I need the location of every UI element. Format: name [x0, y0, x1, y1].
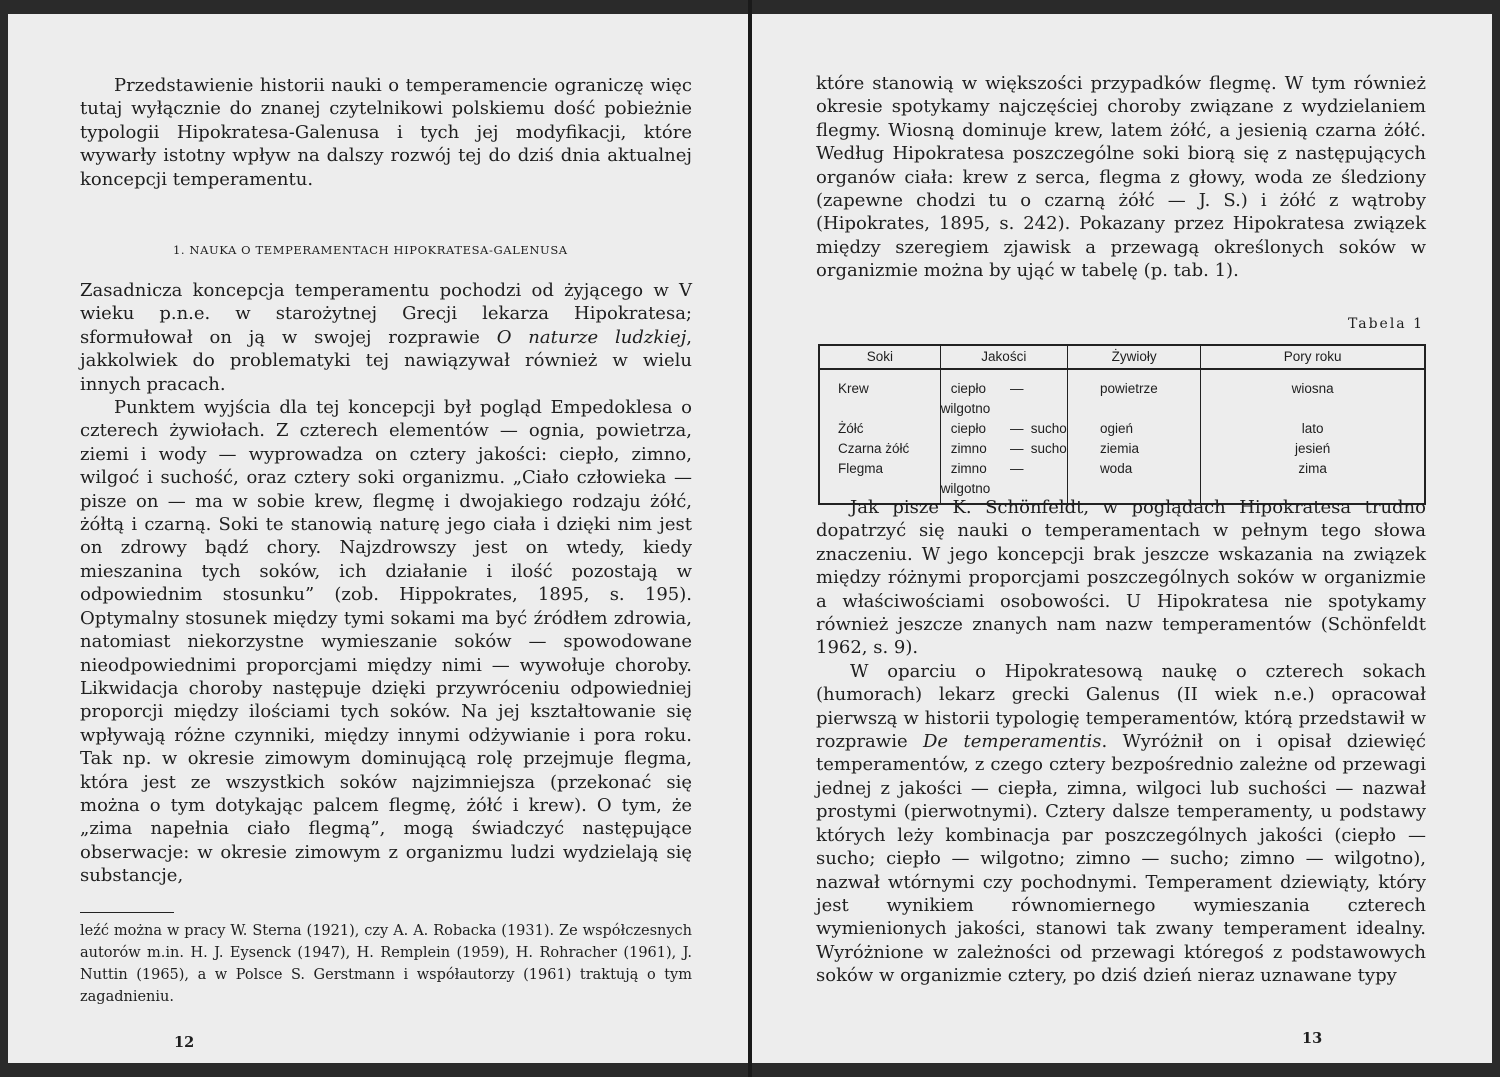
- cell-soki: Krew: [819, 369, 940, 419]
- table-caption: Tabela 1: [1347, 316, 1424, 332]
- intro-paragraph: Przedstawienie historii nauki o temperamencie ograniczę więc tutaj wyłącznie do znanej czytelnikowi polskiemu dość pobieżnie typologii Hipokratesa-Galenusa i tych jej modyfikacji, które wywarły istotny wpływ na dalszy rozwój tej do dziś dnia aktualnej koncepcji temperamentu.: [80, 75, 692, 190]
- quality-dash: —: [1009, 381, 1024, 396]
- table-row: [819, 419, 1425, 439]
- humors-table: [818, 344, 1426, 505]
- work-title-de-temperamentis: De temperamentis: [923, 731, 1102, 753]
- cell-soki: Żółć: [819, 419, 940, 439]
- quality-1: ciepło: [950, 421, 986, 436]
- cell-pora-roku: zima: [1201, 459, 1425, 504]
- paragraph-schonfeldt: Jak pisze K. Schönfeldt, w poglądach Hipokratesa trudno dopatrzyć się nauki o temperamentach w pełnym tego słowa znaczeniu. W jego koncepcji brak jeszcze wskazania na związek między różnymi proporcjami poszczególnych soków w organizmie a właściwościami osobowości. U Hipokratesa nie spotykamy również jeszcze znanych nam nazw temperamentów (Schönfeldt 1962, s. 9).: [816, 497, 1426, 659]
- quality-2: wilgotno: [940, 401, 991, 416]
- cell-pora-roku: lato: [1201, 419, 1425, 439]
- paragraph-galenus-text-1: W oparciu o Hipokratesową naukę o czterech sokach (humorach) lekarz grecki Galenus (II wiek n.e.) opracował pierwszą w historii typologię temperamentów, którą przedstawił w rozprawie: [816, 660, 1426, 753]
- cell-zywiol: ogień: [1067, 419, 1200, 439]
- cell-pora-roku: wiosna: [1201, 369, 1425, 419]
- table-row: [819, 439, 1425, 459]
- cell-jakosci: [940, 369, 1067, 419]
- work-title-o-naturze-ludzkiej: O naturze ludzkiej: [496, 326, 687, 348]
- quality-1: ciepło: [950, 381, 986, 396]
- section-heading: 1. NAUKA O TEMPERAMENTACH HIPOKRATESA-GALENUSA: [173, 243, 568, 257]
- quality-2: sucho: [1030, 441, 1067, 456]
- cell-zywiol: powietrze: [1067, 369, 1200, 419]
- cell-jakosci: [940, 419, 1067, 439]
- page-number-left: 12: [174, 1034, 195, 1051]
- table-row: [819, 369, 1425, 419]
- quality-dash: —: [1009, 421, 1024, 436]
- quality-dash: —: [1009, 441, 1024, 456]
- left-page: [8, 14, 748, 1063]
- cell-soki: Flegma: [819, 459, 940, 504]
- cell-zywiol: woda: [1067, 459, 1200, 504]
- cell-pora-roku: jesień: [1201, 439, 1425, 459]
- table-header-soki: Soki: [819, 345, 940, 369]
- paragraph-continuation: które stanowią w większości przypadków flegmę. W tym również okresie spotykamy najczęściej choroby związane z wydzielaniem flegmy. Wiosną dominuje krew, latem żółć, a jesienią czarna żółć. Według Hipokratesa poszczególne soki biorą się z następujących organów ciała: krew z serca, flegma z głowy, woda ze śledziony (zapewne chodzi tu o czarną żółć — J. S.) i żółć z wątroby (Hipokrates, 1895, s. 242). Pokazany przez Hipokratesa związek między szeregiem zjawisk a przewagą określonych soków w organizmie można by ująć w tabelę (p. tab. 1).: [816, 73, 1426, 282]
- paragraph-empedokles: Punktem wyjścia dla tej koncepcji był pogląd Empedoklesa o czterech żywiołach. Z czterech elementów — ognia, powietrza, ziemi i wody — wyprowadza on cztery jakości: ciepło, zimno, wilgoć i suchość, oraz cztery soki organizmu. „Ciało człowieka — pisze on — ma w sobie krew, flegmę i dwojakiego rodzaju żółć, żółtą i czarną. Soki te stanowią naturę jego ciała i dzięki nim jest on zdrowy bądź chory. Najzdrowszy jest on wtedy, kiedy mieszanina tych soków, ich działanie i ilość pozostają w odpowiednim stosunku” (zob. Hippokrates, 1895, s. 195). Optymalny stosunek między tymi sokami ma być źródłem zdrowia, natomiast niekorzystne wymieszanie soków — spowodowane nieodpowiednimi proporcjami między nimi — wywołuje choroby. Likwidacja choroby następuje dzięki przywróceniu odpowiedniej proporcji między ilościami tych soków. Na jej kształtowanie się wpływają różne czynniki, między innymi odżywianie i pora roku. Tak np. w okresie zimowym dominującą rolę przejmuje flegma, która jest ze wszystkich soków najzimniejsza (przekonać się można o tym dotykając palcem flegmę, żółć i krew). O tym, że „zima napełnia ciało flegmą”, mogą świadczyć następujące obserwacje: w okresie zimowym z organizmu ludzi wydzielają się substancje,: [80, 397, 692, 887]
- humors-table-wrapper: [818, 344, 1426, 505]
- quality-1: zimno: [950, 441, 987, 456]
- paragraph-galenus: [816, 660, 1426, 988]
- quality-1: zimno: [950, 461, 987, 476]
- quality-dash: —: [1009, 461, 1024, 476]
- right-page: [752, 14, 1492, 1063]
- quality-2: sucho: [1030, 421, 1067, 436]
- cell-jakosci: [940, 439, 1067, 459]
- paragraph-hipokrates-text-1: Zasadnicza koncepcja temperamentu pochodzi od żyjącego w V wieku p.n.e. w starożytnej Grecji lekarza Hipokratesa; sformułował on ją w swojej rozprawie: [80, 280, 692, 348]
- table-header-zywioly: Żywioły: [1067, 345, 1200, 369]
- footnote: leźć można w pracy W. Sterna (1921), czy A. A. Robacka (1931). Ze współczesnych autorów m.in. H. J. Eysenck (1947), H. Remplein (1959), H. Rohracher (1961), J. Nuttin (1965), a w Polsce S. Gerstmann i współautorzy (1961) traktują o tym zagadnieniu.: [80, 923, 692, 1005]
- cell-zywiol: ziemia: [1067, 439, 1200, 459]
- paragraph-galenus-text-2: . Wyróżnił on i opisał dziewięć temperamentów, z czego cztery bezpośrednio zależne od przewagi jednej z jakości — ciepła, zimna, wilgoci lub suchości — nazwał prostymi (pierwotnymi). Cztery dalsze temperamenty, u podstawy których leży kombinacja par poszczególnych jakości (ciepło — sucho; ciepło — wilgotno; zimno — sucho; zimno — wilgotno), nazwał wtórnymi czy pochodnymi. Temperament dziewiąty, który jest wynikiem równomiernego wymieszania czterech wymienionych jakości, stanowi tak zwany temperament idealny. Wyróżnione w zależności od przewagi któregoś z podstawowych soków w organizmie cztery, po dziś dzień nieraz uznawane typy: [816, 731, 1427, 987]
- cell-soki: Czarna żółć: [819, 439, 940, 459]
- paragraph-hipokrates-text-2: , jakkolwiek do problematyki tej nawiązywał również w wielu innych pracach.: [80, 326, 693, 395]
- paragraph-hipokrates: [80, 279, 692, 396]
- table-header-row: [819, 345, 1425, 369]
- table-header-pory-roku: Pory roku: [1201, 345, 1425, 369]
- footnote-divider: [80, 912, 174, 913]
- right-body: [816, 496, 1426, 988]
- table-header-jakosci: Jakości: [940, 345, 1067, 369]
- quality-2: wilgotno: [940, 481, 991, 496]
- left-body: [80, 279, 692, 888]
- page-number-right: 13: [1302, 1030, 1323, 1047]
